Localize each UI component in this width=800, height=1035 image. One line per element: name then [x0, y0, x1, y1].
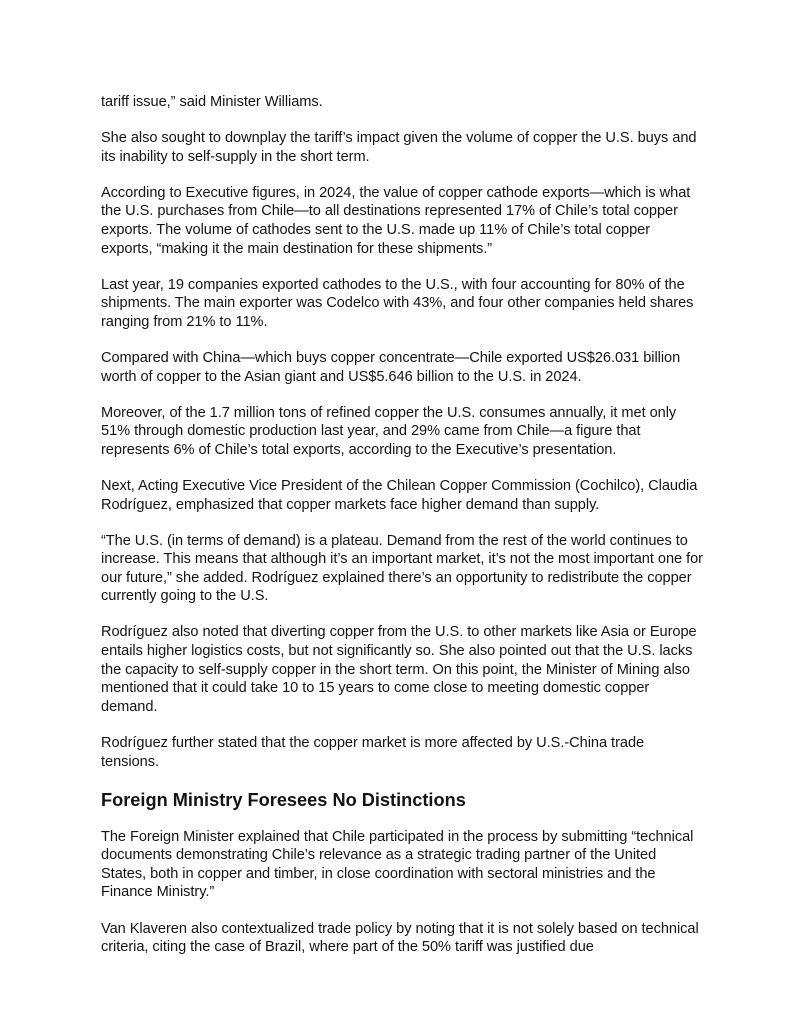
paragraph-logistics-costs: Rodríguez also noted that diverting copper from the U.S. to other markets like Asia or Europe entails higher logistics costs, but not significantly so. She also pointed out that the U.S. lacks the capacity to self-supply copper in the short term. On this point, the Minister of Mining also mentioned that it could take 10 to 15 years to come close to meeting domestic copper demand.: [101, 624, 697, 715]
section-heading: Foreign Ministry Foresees No Distinctions: [101, 789, 466, 810]
paragraph-tariff-issue-quote: tariff issue,” said Minister Williams.: [101, 94, 323, 110]
paragraph-china-comparison: Compared with China—which buys copper concentrate—Chile exported US$26.031 billion worth of copper to the Asian giant and US$5.646 billion to the U.S. in 2024.: [101, 349, 681, 385]
paragraph-van-klaveren-policy: Van Klaveren also contextualized trade policy by noting that it is not solely based on technical criteria, citing the case of Brazil, where part of the 50% tariff was justified due: [101, 920, 699, 956]
paragraph-exporting-companies: Last year, 19 companies exported cathodes to the U.S., with four accounting for 80% of the shipments. The main exporter was Codelco with 43%, and four other companies held shares ranging from 21% to 11%.: [101, 276, 694, 330]
paragraph-trade-tensions: Rodríguez further stated that the copper market is more affected by U.S.-China trade tensions.: [101, 734, 645, 770]
document-page: [101, 93, 703, 974]
paragraph-us-refined-copper: Moreover, of the 1.7 million tons of refined copper the U.S. consumes annually, it met only 51% through domestic production last year, and 29% came from Chile—a figure that represents 6% of Chile’s total exports, according to the Executive’s presentation.: [101, 404, 677, 458]
paragraph-downplay-impact: She also sought to downplay the tariff’s impact given the volume of copper the U.S. buys and its inability to self-supply in the short term.: [101, 130, 697, 165]
paragraph-cochilco-statement: Next, Acting Executive Vice President of the Chilean Copper Commission (Cochilco), Claudia Rodríguez, emphasized that copper markets face higher demand than supply.: [101, 477, 698, 513]
paragraph-foreign-minister-process: The Foreign Minister explained that Chile participated in the process by submitting “technical documents demonstrating Chile’s relevance as a strategic trading partner of the United States, both in copper and timber, in close coordination with sectoral ministries and the Finance Ministry.”: [101, 828, 694, 901]
paragraph-cathode-export-figures: According to Executive figures, in 2024, the value of copper cathode exports—which is what the U.S. purchases from Chile—to all destinations represented 17% of Chile’s total copper exports. The volume of cathodes sent to the U.S. made up 11% of Chile’s total copper exports, “making it the main destination for these shipments.”: [101, 184, 691, 257]
paragraph-plateau-quote: “The U.S. (in terms of demand) is a plateau. Demand from the rest of the world continues to increase. This means that although it’s an important market, it’s not the most important one for our future,” she added. Rodríguez explained there’s an opportunity to redistribute the copper currently going to the U.S.: [101, 532, 703, 605]
